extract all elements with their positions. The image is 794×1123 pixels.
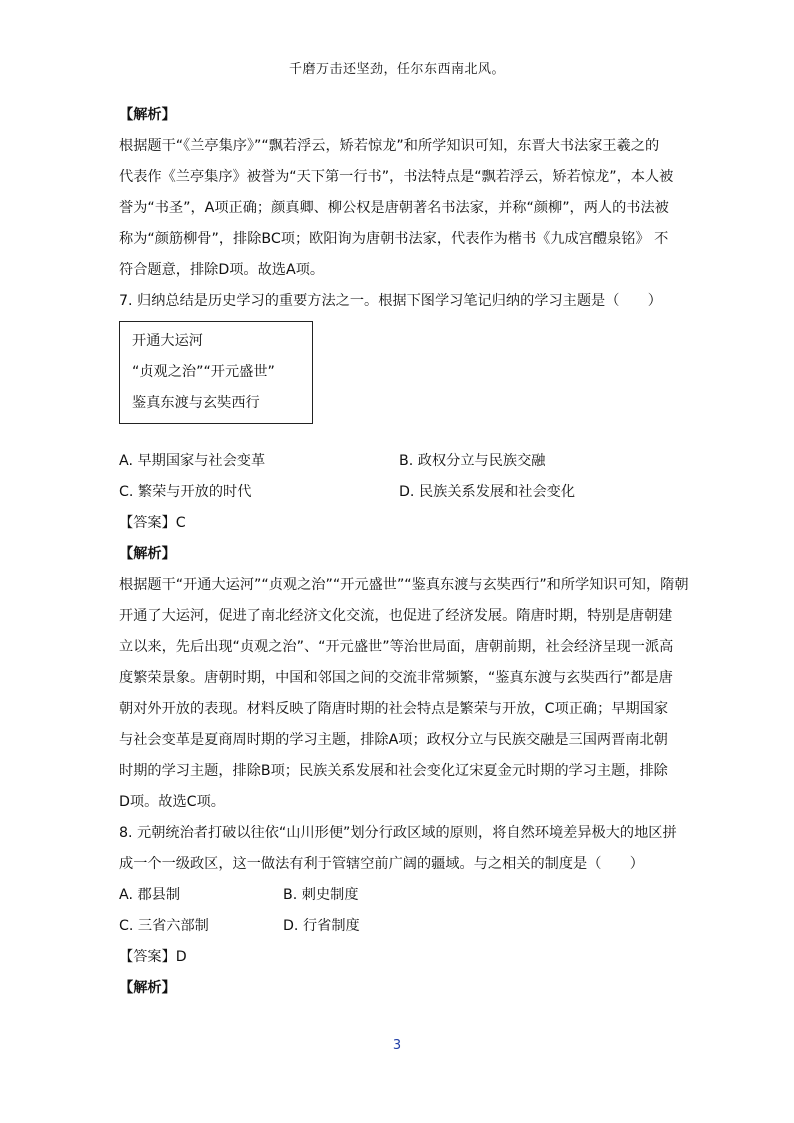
option-c: C. 三省六部制 [119, 918, 209, 934]
analysis-line: D项。故选C项。 [119, 794, 225, 810]
analysis-line: 朝对外开放的表现。材料反映了隋唐时期的社会特点是繁荣与开放，C项正确；早期国家 [119, 701, 669, 717]
option-d: D. 行省制度 [283, 918, 360, 934]
question-7-options-row-1 [119, 446, 679, 477]
analysis-line: 根据题干“开通大运河”“贞观之治”“开元盛世”“鉴真东渡与玄奘西行”和所学知识可知，隋朝 [119, 577, 689, 593]
study-note-item: 开通大运河 [132, 333, 203, 349]
study-note-item: “贞观之治”“开元盛世” [132, 364, 275, 380]
question-8-answer: 【答案】D [119, 949, 187, 965]
analysis-label: 【解析】 [119, 980, 176, 996]
option-a: A. 早期国家与社会变革 [119, 453, 266, 469]
question-8-stem: 成一个一级政区，这一做法有利于管辖空前广阔的疆域。与之相关的制度是（ ） [119, 856, 644, 872]
study-note-item: 鉴真东渡与玄奘西行 [132, 395, 260, 411]
analysis-line: 根据题干“《兰亭集序》”“飘若浮云，矫若惊龙”和所学知识可知，东晋大书法家王羲之的 [119, 138, 660, 154]
question-7-answer: 【答案】C [119, 515, 186, 531]
analysis-line: 度繁荣景象。唐朝时期，中国和邻国之间的交流非常频繁，“鉴真东渡与玄奘西行”都是唐 [119, 670, 673, 686]
analysis-line: 称为“颜筋柳骨”，排除BC项；欧阳询为唐朝书法家，代表作为楷书《九成宫醴泉铭》 不 [119, 231, 669, 247]
question-8-stem: 8. 元朝统治者打破以往依“山川形便”划分行政区域的原则，将自然环境差异极大的地区拼 [119, 825, 677, 841]
analysis-line: 代表作《兰亭集序》被誉为“天下第一行书”，书法特点是“飘若浮云，矫若惊龙”，本人被 [119, 169, 674, 185]
question-7-options-row-2 [119, 477, 679, 508]
analysis-line: 符合题意，排除D项。故选A项。 [119, 262, 325, 278]
analysis-label: 【解析】 [119, 546, 176, 562]
option-b: B. 刺史制度 [283, 887, 359, 903]
study-notes-box [119, 321, 313, 424]
analysis-line: 与社会变革是夏商周时期的学习主题，排除A项；政权分立与民族交融是三国两晋南北朝 [119, 732, 668, 748]
question-8-options-row-1 [119, 880, 679, 911]
analysis-line: 誉为“书圣”，A项正确；颜真卿、柳公权是唐朝著名书法家，并称“颜柳”，两人的书法被 [119, 200, 669, 216]
page-header-motto: 千磨万击还坚劲，任尔东西南北风。 [288, 62, 505, 77]
question-7-stem: 7. 归纳总结是历史学习的重要方法之一。根据下图学习笔记归纳的学习主题是（ ） [119, 293, 662, 309]
analysis-label: 【解析】 [119, 107, 176, 123]
option-d: D. 民族关系发展和社会变化 [399, 484, 576, 500]
question-8-options-row-2 [119, 911, 679, 942]
option-a: A. 郡县制 [119, 887, 181, 903]
page-number: 3 [392, 1038, 402, 1053]
option-b: B. 政权分立与民族交融 [399, 453, 546, 469]
analysis-line: 时期的学习主题，排除B项；民族关系发展和社会变化辽宋夏金元时期的学习主题，排除 [119, 763, 668, 779]
document-body [119, 100, 689, 1004]
option-c: C. 繁荣与开放的时代 [119, 484, 252, 500]
analysis-line: 开通了大运河，促进了南北经济文化交流，也促进了经济发展。隋唐时期，特别是唐朝建 [119, 608, 673, 624]
analysis-line: 立以来，先后出现“贞观之治”、“开元盛世”等治世局面，唐朝前期，社会经济呈现一派高 [119, 639, 674, 655]
